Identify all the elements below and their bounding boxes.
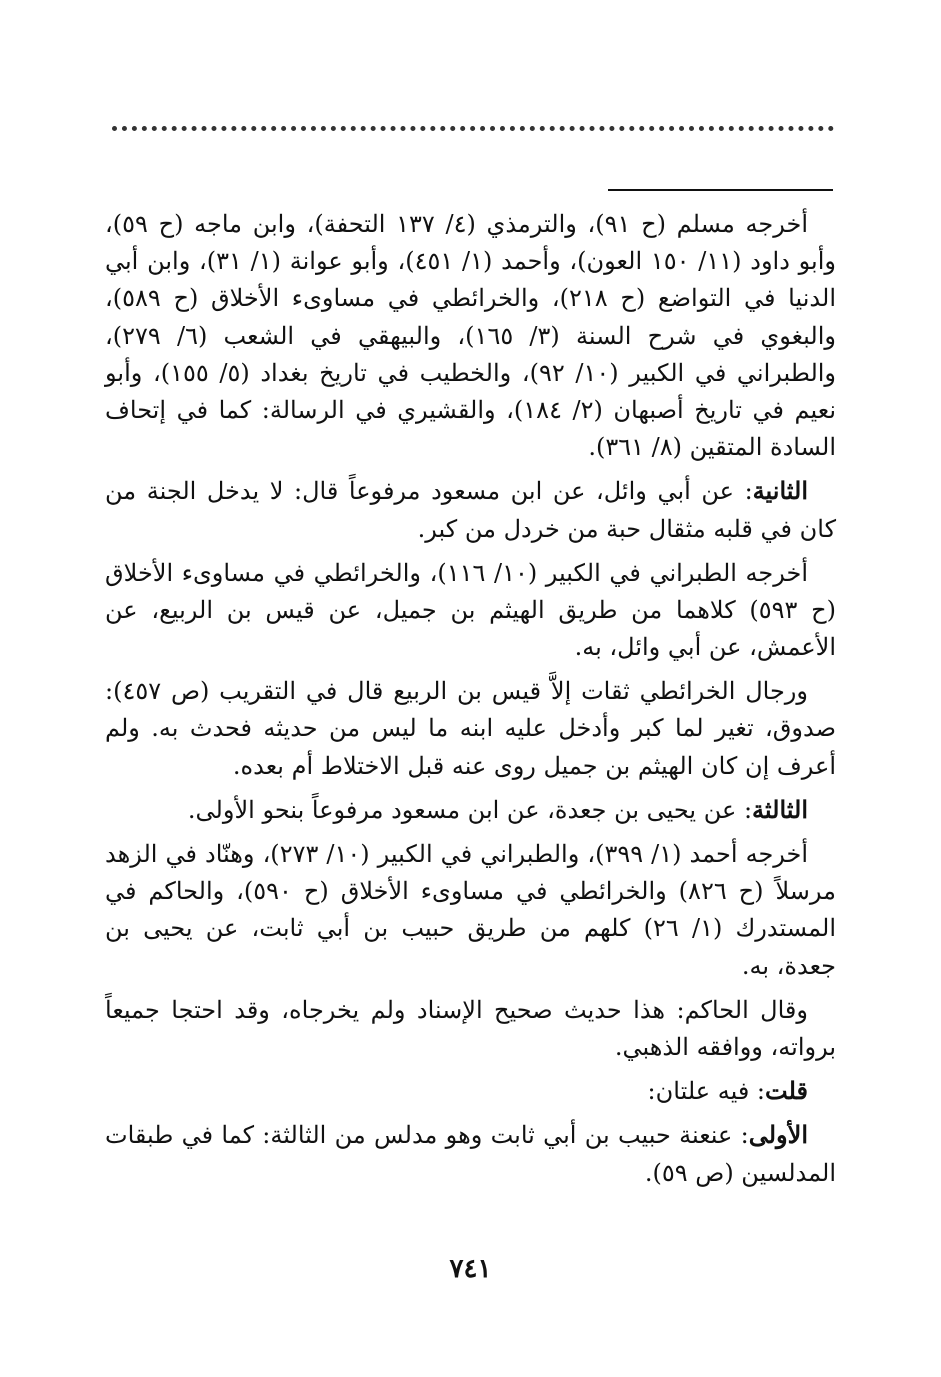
paragraph-6 xyxy=(105,835,836,985)
paragraph-text: ورجال الخرائطي ثقات إلاَّ قيس بن الربيع قال في التقريب (ص ٤٥٧): صدوق، تغير لما كبر وأدخل عليه ابنه ما ليس من حديثه فحدث به. ولم أعرف إن كان الهيثم بن جميل روى عنه قبل الاختلاط أم بعده. xyxy=(105,677,836,780)
paragraph-text: : فيه علتان: xyxy=(647,1077,766,1106)
paragraph-lead: الثالثة xyxy=(752,794,808,824)
page-body xyxy=(105,205,836,1198)
paragraph-text: أخرجه أحمد (١/ ٣٩٩)، والطبراني في الكبير (١٠/ ٢٧٣)، وهنّاد في الزهد مرسلاً (ح ٨٢٦) والخرائطي في مساوىء الأخلاق (ح ٥٩٠)، والحاكم في المستدرك (١/ ٢٦) كلهم من طريق حبيب بن أبي ثابت، عن يحيى بن جعدة، به. xyxy=(105,840,837,980)
paragraph-text: وقال الحاكم: هذا حديث صحيح الإسناد ولم يخرجاه، وقد احتجا جميعاً برواته، ووافقه الذهبي. xyxy=(105,995,836,1061)
paragraph-lead: الأولى xyxy=(748,1120,808,1150)
paragraph-lead: الثانية xyxy=(752,476,808,506)
paragraph-1 xyxy=(105,205,836,466)
paragraph-text: أخرجه الطبراني في الكبير (١٠/ ١١٦)، والخرائطي في مساوىء الأخلاق (ح ٥٩٣) كلاهما من طريق الهيثم بن جميل، عن قيس بن الربيع، عن الأعمش، عن أبي وائل، به. xyxy=(105,558,837,662)
paragraph-7 xyxy=(105,991,836,1066)
paragraph-text: : عن أبي وائل، عن ابن مسعود مرفوعاً قال: لا يدخل الجنة من كان في قلبه مثقال حبة من خردل من كبر. xyxy=(105,477,836,543)
paragraph-9 xyxy=(105,1116,836,1191)
page-number: ٧٤١ xyxy=(449,1254,492,1284)
paragraph-8 xyxy=(105,1072,836,1110)
paragraph-5 xyxy=(105,791,836,829)
paragraph-2 xyxy=(105,472,836,547)
paragraph-lead: قلت xyxy=(765,1076,808,1106)
footnote-rule xyxy=(608,189,833,191)
dotted-separator xyxy=(112,126,834,131)
paragraph-3 xyxy=(105,554,836,667)
paragraph-text: : عن يحيى بن جعدة، عن ابن مسعود مرفوعاً بنحو الأولى. xyxy=(187,795,753,824)
paragraph-text: : عنعنة حبيب بن أبي ثابت وهو مدلس من الثالثة: كما في طبقات المدلسين (ص ٥٩). xyxy=(105,1121,836,1187)
paragraph-text: أخرجه مسلم (ح ٩١)، والترمذي (٤/ ١٣٧ التحفة)، وابن ماجه (ح ٥٩)، وأبو داود (١١/ ١٥٠ العون)، وأحمد (١/ ٤٥١)، وأبو عوانة (١/ ٣١)، وابن أبي الدنيا في التواضع (ح ٢١٨)، والخرائطي في مساوىء الأخلاق (ح ٥٨٩)، والبغوي في شرح السنة (٣/ ١٦٥)، والبيهقي في الشعب (٦/ ٢٧٩)، والطبراني في الكبير (١٠/ ٩٢)، والخطيب في تاريخ بغداد (٥/ ١٥٥)، وأبو نعيم في تاريخ أصبهان (٢/ ١٨٤)، والقشيري في الرسالة: كما في إتحاف السادة المتقين (٨/ ٣٦١). xyxy=(105,210,837,462)
paragraph-4 xyxy=(105,672,836,785)
